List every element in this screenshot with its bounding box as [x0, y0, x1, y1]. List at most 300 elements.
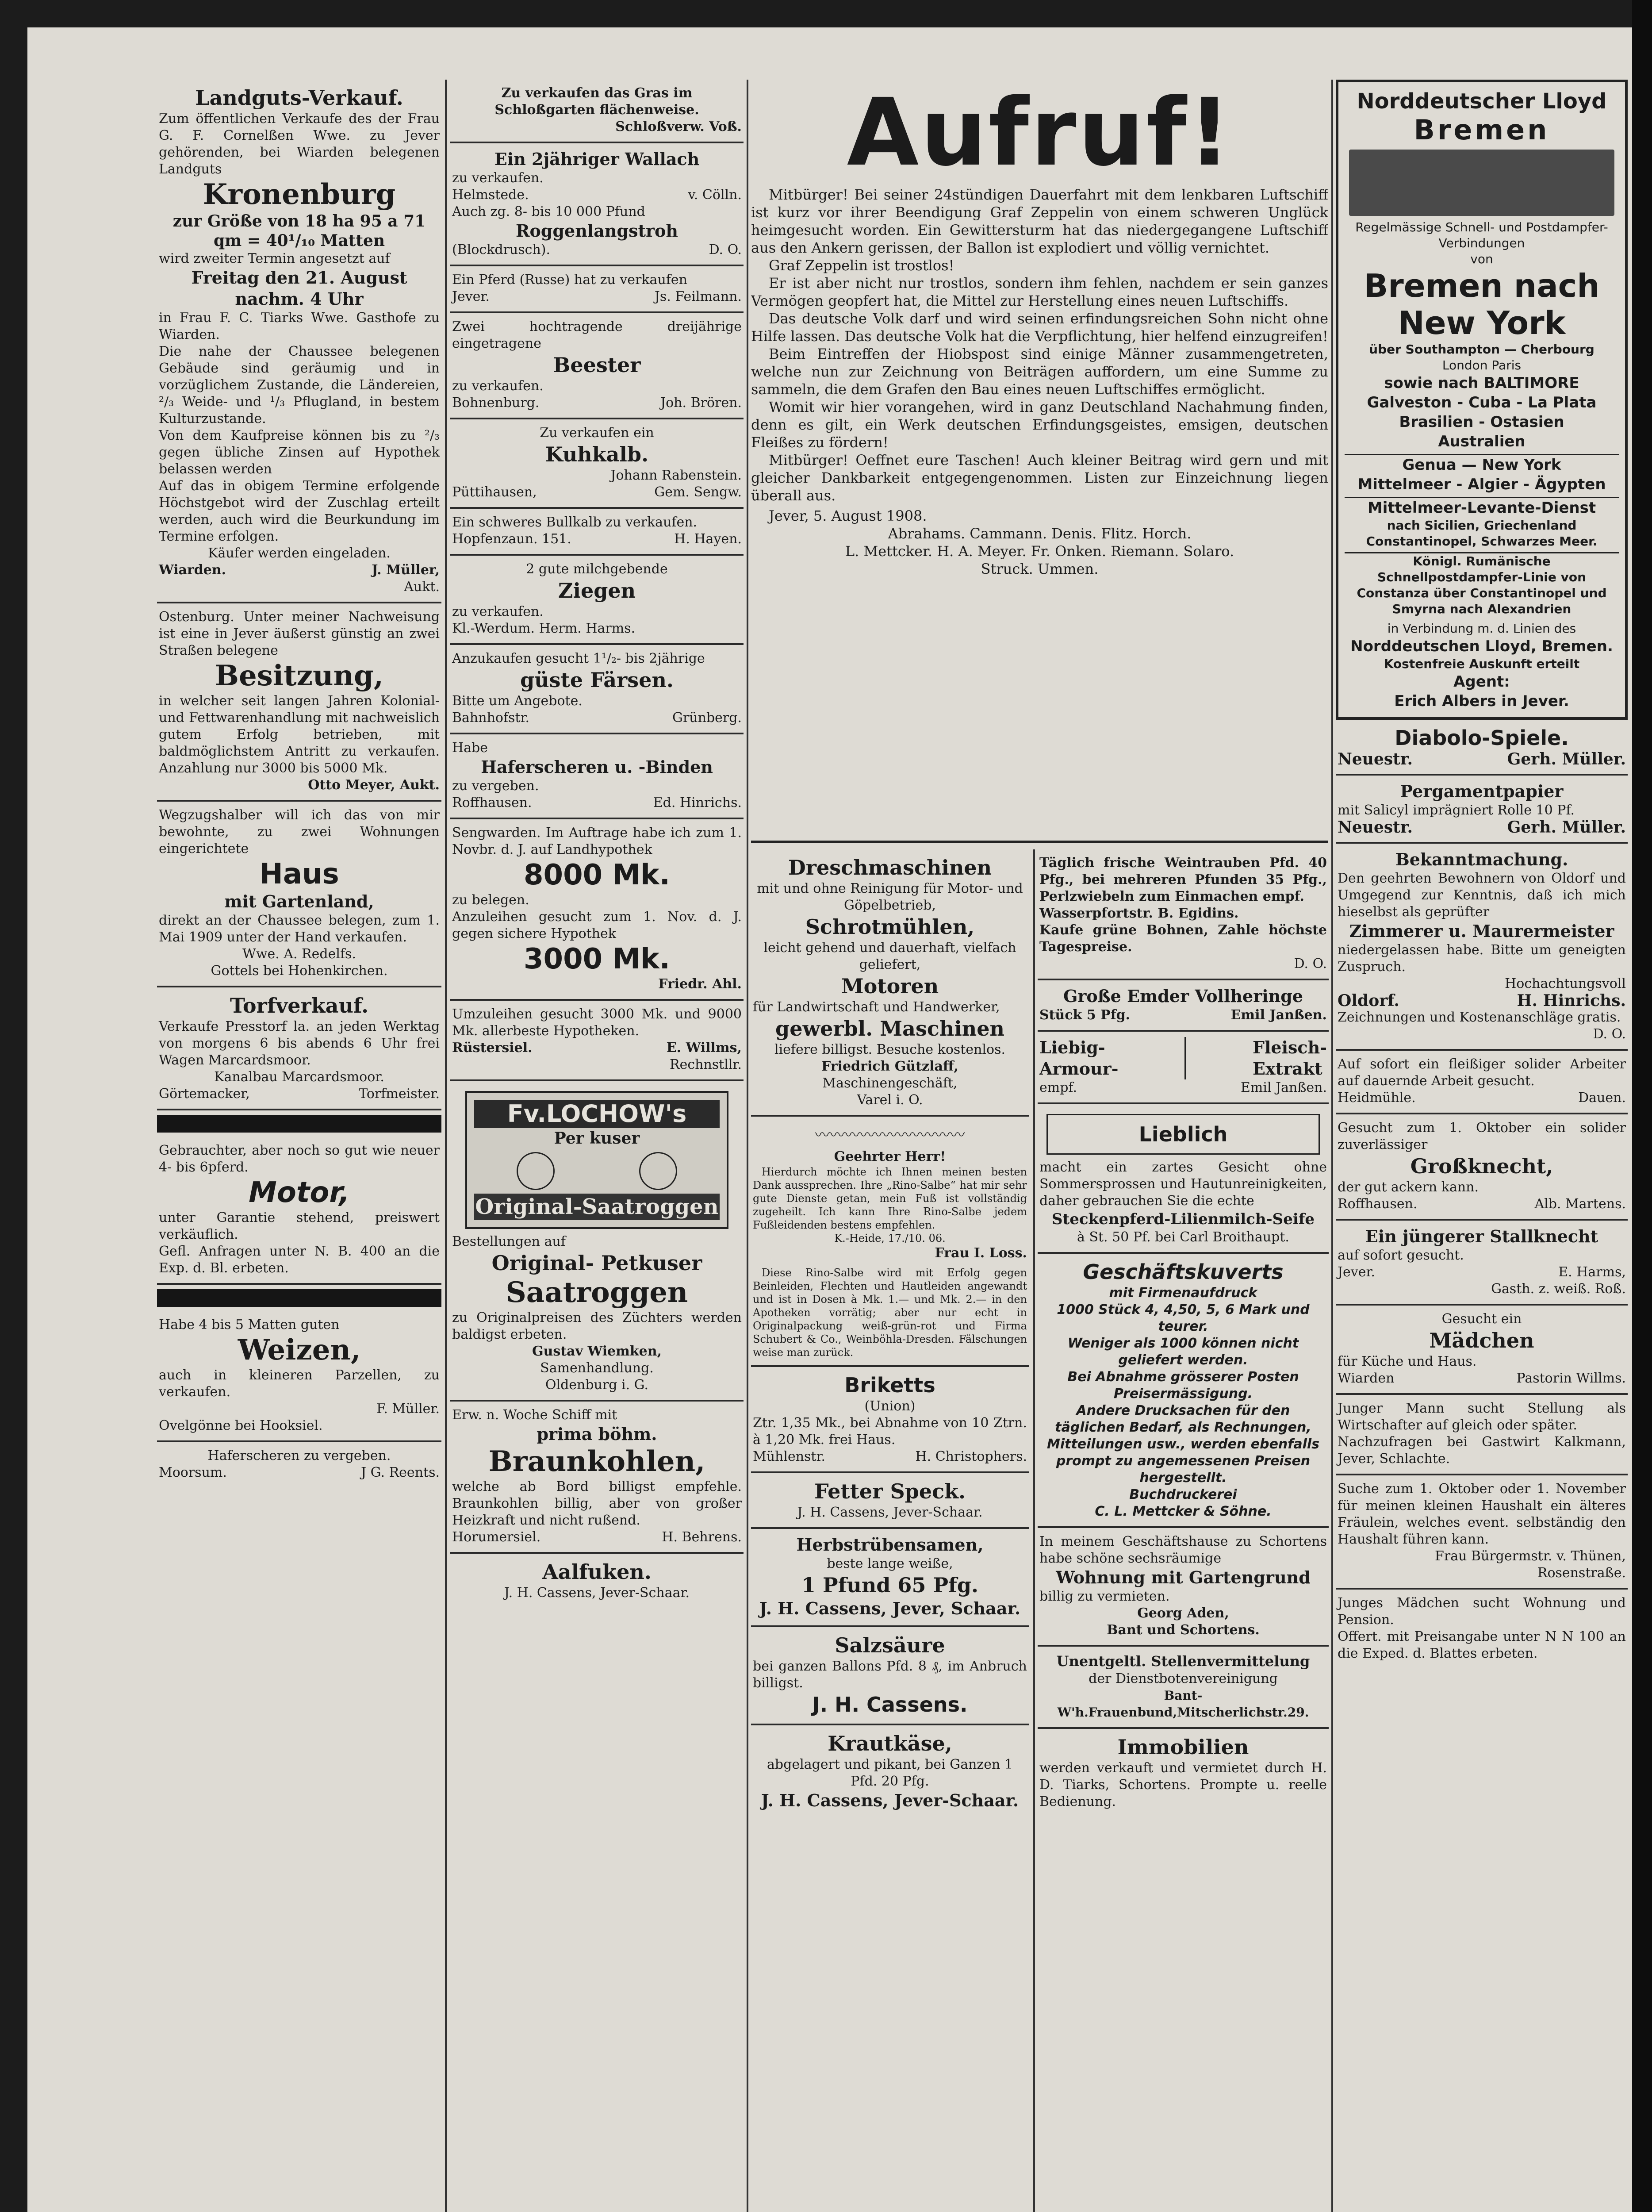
ad-heading: Torfverkauf. — [230, 994, 369, 1018]
ad-signature: Wwe. A. Redelfs. — [242, 946, 356, 962]
row-left: Jever. — [1338, 1264, 1376, 1280]
extrakt-right — [1253, 1037, 1327, 1079]
aufruf-paragraph: Mitbürger! Bei seiner 24stündigen Dauerfahrt mit dem lenkbaren Luftschiff ist kurz vor ihrer Beendigung Graf Zeppelin von einem schweren Unglück heimgesucht worden. Ein Gewittersturm hat das niedergegangene Luftschiff aus den Ankern gerissen, der Ballon ist explodiert und völlig vernichtet. — [751, 186, 1328, 256]
ad-text: für Landwirtschaft und Handwerker, — [753, 999, 1000, 1015]
ad-pergamentpapier — [1336, 776, 1628, 844]
column-4 — [1336, 80, 1628, 2212]
ad-heading: Aalfuken. — [542, 1560, 652, 1584]
ad-row — [452, 242, 742, 258]
ad-signature: F. Müller. — [376, 1401, 440, 1417]
ad-wallach — [450, 143, 744, 266]
ad-text: Auf sofort ein fleißiger solider Arbeiter auf dauernde Arbeit gesucht. — [1338, 1056, 1626, 1089]
ad-salzsaeure — [751, 1627, 1029, 1725]
row-left: Roffhausen. — [1338, 1196, 1418, 1212]
row-right: Dauen. — [1578, 1090, 1626, 1106]
ad-heading: prima böhm. — [537, 1424, 657, 1444]
row-left: Wiarden — [1338, 1371, 1395, 1386]
ad-haferscheren — [157, 1442, 441, 1487]
ad-immobilien — [1038, 1729, 1329, 1816]
ad-signature: Bant und Schortens. — [1107, 1622, 1260, 1638]
ad-text: billig zu vermieten. — [1039, 1589, 1170, 1604]
ad-heading: Haus — [259, 858, 339, 891]
ad-text: Andere Drucksachen für den täglichen Bedarf, als Rechnungen, Mitteilungen usw., werden ebenfalls prompt zu angemessenen Preisen hergestellt. — [1046, 1403, 1320, 1486]
ad-text: Habe 4 bis 5 Matten guten — [159, 1317, 340, 1333]
row-right: H. Hayen. — [674, 531, 742, 547]
section-rule — [751, 841, 1328, 843]
ad-text: liefere billigst. Besuche kostenlos. — [774, 1042, 1006, 1057]
column-rule — [1331, 80, 1333, 2212]
ndl-text: Königl. Rumänische Schnellpostdampfer-Linie von Constanza über Constantinopel und Smyrna nach Alexandrien — [1345, 552, 1619, 617]
aufruf-paragraph: Beim Eintreffen der Hiobspost sind einige Männer zusammengetreten, welche nun zur Zeichnung von Beiträgen auffordern, um eine Summe zu sammeln, die dem Grafen den Bau eines neuen Luftschiffes ermöglicht. — [751, 346, 1328, 398]
ad-row — [1338, 751, 1626, 768]
ndl-route: Norddeutschen Lloyd, Bremen. — [1350, 637, 1613, 655]
ad-signature: Rosenstraße. — [1537, 1565, 1626, 1581]
ad-umzuleihen — [450, 1001, 744, 1081]
ad-text: Ztr. 1,35 Mk., bei Abnahme von 10 Ztrn. à 1,20 Mk. frei Haus. — [753, 1415, 1027, 1448]
row-right: Alb. Martens. — [1534, 1196, 1626, 1212]
ad-heading: Dreschmaschinen — [788, 856, 992, 879]
ad-heading: Mädchen — [1429, 1329, 1534, 1352]
ad-row — [452, 288, 742, 305]
ad-bekanntmachung — [1336, 844, 1628, 1051]
ad-text: In meinem Geschäftshause zu Schortens habe schöne sechsräumige — [1039, 1534, 1327, 1566]
ad-text: Junger Mann sucht Stellung als Wirtschafter auf gleich oder später. — [1338, 1401, 1626, 1433]
row-left: Heidmühle. — [1338, 1090, 1416, 1106]
row-left: Neuestr. — [1338, 818, 1413, 837]
row-left: Stück 5 Pfg. — [1039, 1007, 1131, 1023]
ad-text: Gesucht zum 1. Oktober ein solider zuverlässiger — [1338, 1120, 1626, 1152]
ad-text: Weniger als 1000 können nicht geliefert werden. — [1067, 1336, 1299, 1368]
ad-heading: Großknecht, — [1410, 1154, 1553, 1178]
ad-pension — [1336, 1590, 1628, 1668]
ad-haferscheren-binden — [450, 734, 744, 819]
row-left: Horumersiel. — [452, 1529, 541, 1545]
ad-text: für Küche und Haus. — [1338, 1354, 1477, 1369]
ad-briketts — [751, 1367, 1029, 1473]
column-rule — [1033, 849, 1035, 2212]
ad-gras — [450, 80, 744, 143]
ad-text: J. H. Cassens, Jever-Schaar. — [504, 1585, 690, 1601]
row-right: E. Willms, — [666, 1040, 742, 1056]
ad-signature: Otto Meyer, Aukt. — [308, 777, 440, 793]
ad-text: Zu verkaufen ein — [540, 425, 654, 441]
ad-signature: Varel i. O. — [857, 1092, 923, 1108]
ad-kuhkalb — [450, 419, 744, 509]
ad-text: Hierdurch möchte ich Ihnen meinen besten Dank aussprechen. Ihre „Rino-Salbe“ hat mir sehr gute Dienste getan, mein Fuß ist vollständig zugeheilt. Ich kann Ihre Rino-Salbe jedem Fußleidenden bestens empfehlen. — [753, 1166, 1027, 1231]
ad-signature: D. O. — [1593, 1026, 1626, 1042]
ad-row — [452, 484, 742, 501]
column-2 — [450, 80, 744, 2212]
ad-heading: Motoren — [841, 974, 939, 998]
ad-text: welche ab Bord billigst empfehle. Braunkohlen billig, aber von großer Heizkraft und nicht rußend. — [452, 1479, 742, 1528]
ad-signature: Maschinengeschäft, — [822, 1075, 958, 1091]
ad-heading: Ziegen — [558, 579, 636, 603]
ad-text: direkt an der Chaussee belegen, zum 1. Mai 1909 unter der Hand verkaufen. — [159, 913, 440, 945]
ad-pferd — [450, 266, 744, 313]
ad-text: K.-Heide, 17./10. 06. — [834, 1232, 946, 1244]
ndl-text: London Paris — [1442, 358, 1522, 373]
ad-text: Haferscheren zu vergeben. — [207, 1448, 391, 1463]
ad-haus — [157, 802, 441, 987]
ad-text: Gefl. Anfragen unter N. B. 400 an die Exp. d. Bl. erbeten. — [159, 1244, 440, 1276]
aufruf-heading: Aufruf! — [847, 80, 1233, 187]
ad-text: Diese Rino-Salbe wird mit Erfolg gegen Beinleiden, Flechten und Hautleiden angewandt und ist in Dosen à Mk. 1.— und Mk. 2.— in den Apotheken vorrätig; aber nur echt in Originalpackung weiß-grün-rot und Firma Schubert & Co., Weinböhla-Dresden. Fälschungen weise man zurück. — [753, 1267, 1027, 1359]
ad-text: Käufer werden eingeladen. — [208, 545, 391, 561]
row-right: Gerh. Müller. — [1507, 818, 1626, 837]
logo-seals — [474, 1152, 720, 1190]
ad-heading: 1 Pfund 65 Pfg. — [801, 1573, 979, 1597]
ndl-text: Regelmässige Schnell- und Postdampfer-Verbindungen — [1355, 220, 1608, 250]
ad-heading: Landguts-Verkauf. — [195, 86, 403, 110]
ad-weizen — [157, 1311, 441, 1442]
row-right: Grünberg. — [672, 710, 742, 726]
ndl-agent: Erich Albers in Jever. — [1394, 692, 1569, 710]
ad-text: in welcher seit langen Jahren Kolonial- und Fettwarenhandlung mit nachweislich gutem Erfolg betrieben, mit baldmöglichstem Antritt zu verkaufen. Anzahlung nur 3000 bis 5000 Mk. — [159, 693, 440, 776]
ad-signature: Rechnstllr. — [669, 1057, 742, 1072]
ad-text: unter Garantie stehend, preiswert verkäuflich. — [159, 1210, 440, 1242]
ad-saatroggen — [450, 1081, 744, 1402]
ad-row — [1338, 1090, 1626, 1106]
ad-besitzung — [157, 603, 441, 802]
ad-text: Kanalbau Marcardsmoor. — [214, 1069, 384, 1085]
book-spine — [1632, 0, 1652, 2212]
ad-heading: Bekanntmachung. — [1395, 849, 1568, 869]
ad-text: abgelagert und pikant, bei Ganzen 1 Pfd. 20 Pfg. — [767, 1757, 1013, 1789]
row-right: Gem. Sengw. — [654, 484, 742, 500]
aufruf-section — [751, 80, 1328, 832]
ndl-route: Australien — [1438, 433, 1526, 450]
ad-time: nachm. 4 Uhr — [235, 289, 364, 309]
extrakt-heading — [1039, 1037, 1327, 1079]
ndl-text: nach Sicilien, Griechenland Constantinopel, Schwarzes Meer. — [1366, 518, 1598, 549]
ad-text: zu vergeben. — [452, 778, 539, 794]
ad-ziegen — [450, 556, 744, 645]
ad-landgut-verkauf — [157, 80, 441, 603]
ad-heading: Ein jüngerer Stallknecht — [1365, 1226, 1598, 1246]
ad-text: auf sofort gesucht. — [1338, 1248, 1464, 1263]
ad-aalfuken — [450, 1554, 744, 1608]
ad-row — [452, 795, 742, 811]
ad-herbstruebensamen — [751, 1529, 1029, 1627]
aufruf-signatories: Abrahams. Cammann. Denis. Flitz. Horch. — [888, 525, 1192, 542]
ad-text: leicht gehend und dauerhaft, vielfach geliefert, — [763, 940, 1016, 972]
ad-heading: Herbstrübensamen, — [796, 1535, 984, 1555]
ndl-text: in Verbindung m. d. Linien des — [1387, 621, 1576, 636]
logo-title: Fv.LOCHOW's — [474, 1100, 720, 1128]
ad-row — [1338, 992, 1626, 1009]
ad-heading: Haferscheren u. -Binden — [481, 757, 713, 777]
ad-text: Gebrauchter, aber noch so gut wie neuer 4- bis 6pferd. — [159, 1143, 440, 1175]
row-right: Ed. Hinrichs. — [653, 795, 742, 810]
row-left: Rüstersiel. — [452, 1040, 533, 1056]
ad-row — [452, 1040, 742, 1056]
lochow-logo — [465, 1091, 728, 1229]
ad-arbeiter — [1336, 1051, 1628, 1114]
ad-text: Bitte um Angebote. — [452, 693, 583, 709]
ad-heading: Weizen, — [238, 1333, 361, 1367]
ad-row — [1338, 1264, 1626, 1281]
ad-junger-mann — [1336, 1395, 1628, 1475]
row-right: Emil Janßen. — [1230, 1007, 1327, 1023]
ad-dreschmaschinen — [751, 849, 1029, 1117]
ad-date: Freitag den 21. August — [191, 268, 407, 288]
column-1 — [157, 80, 441, 2212]
ad-text: zu verkaufen. — [452, 378, 544, 394]
ad-text: Zum öffentlichen Verkaufe des der Frau G. F. Cornelßen Wwe. zu Jever gehörenden, bei Wiarden belegenen Landguts — [159, 111, 440, 177]
ad-heading: Saatroggen — [506, 1276, 688, 1309]
ad-heading: Briketts — [844, 1373, 935, 1397]
row-right: Emil Janßen. — [1241, 1080, 1327, 1095]
row-left: empf. — [1039, 1080, 1077, 1095]
ad-text: Bestellungen auf — [452, 1234, 566, 1249]
ad-heading: Kronenburg — [203, 178, 396, 211]
ad-text: Offert. mit Preisangabe unter N N 100 an die Exped. d. Blattes erbeten. — [1338, 1629, 1626, 1661]
ad-heading: Roggenlangstroh — [515, 221, 678, 241]
ad-text: der Dienstbotenvereinigung — [1089, 1671, 1278, 1686]
row-left: (Blockdrusch). — [452, 242, 551, 257]
ad-stallknecht — [1336, 1221, 1628, 1306]
ad-signature: Gasth. z. weiß. Roß. — [1491, 1281, 1626, 1297]
ad-text: Bei Abnahme grösserer Posten Preisermässigung. — [1067, 1369, 1299, 1402]
ad-text: (Union) — [864, 1398, 916, 1414]
column-3a — [751, 849, 1029, 2212]
ad-beester — [450, 313, 744, 419]
ad-text: 2 gute milchgebende — [526, 561, 668, 577]
ad-lieblich — [1038, 1104, 1329, 1254]
ad-signature: Samenhandlung. — [540, 1360, 654, 1376]
ndl-route: Bremen nach New York — [1364, 267, 1600, 342]
ad-text: Von dem Kaufpreise können bis zu ²/₃ gegen übliche Zinsen auf Hypothek belassen werden — [159, 428, 440, 477]
ad-vollheringe — [1038, 980, 1329, 1032]
ad-signature: D. O. — [1294, 956, 1327, 972]
sig-left: Wiarden. — [159, 562, 226, 578]
ad-text: Zwei hochtragende dreijährige eingetragene — [452, 319, 742, 351]
ad-heading: Motor, — [249, 1176, 350, 1209]
ad-text: Auf das in obigem Termine erfolgende Höchstgebot wird der Zuschlag erteilt werden, auch wird die Beurkundung im Termine erfolgen. — [159, 478, 440, 544]
ad-row — [1338, 1370, 1626, 1387]
ad-signature — [159, 562, 440, 579]
ad-signature: Frau Bürgermstr. v. Thünen, — [1435, 1548, 1626, 1564]
ad-text: mit Firmenaufdruck — [1109, 1285, 1257, 1301]
row-left: Mühlenstr. — [753, 1449, 826, 1464]
ad-grossknecht — [1336, 1114, 1628, 1221]
ad-text: Ein schweres Bullkalb zu verkaufen. — [452, 515, 698, 530]
ad-heading: Diabolo-Spiele. — [1395, 726, 1569, 750]
ad-row — [753, 1448, 1027, 1465]
ad-row — [1039, 1079, 1327, 1096]
ad-signature: C. L. Mettcker & Söhne. — [1095, 1504, 1272, 1519]
row-left: Bohnenburg. — [452, 395, 540, 411]
ad-speck — [751, 1473, 1029, 1529]
ad-heading: Zimmerer u. Maurermeister — [1349, 921, 1614, 941]
ad-text: Nachzufragen bei Gastwirt Kalkmann, Jever, Schlachte. — [1338, 1434, 1626, 1467]
row-left: Jever. — [452, 289, 490, 304]
heading-part: Armour- — [1039, 1059, 1119, 1079]
column-3b — [1038, 849, 1329, 2212]
ad-amount: 8000 Mk. — [524, 859, 670, 891]
ad-heading: Beester — [553, 353, 641, 377]
row-right: Gerh. Müller. — [1507, 750, 1626, 768]
ndl-route: Brasilien - Ostasien — [1399, 413, 1564, 431]
row-left: Bahnhofstr. — [452, 710, 530, 726]
ad-text: Erw. n. Woche Schiff mit — [452, 1407, 617, 1423]
aufruf-paragraph: Mitbürger! Oeffnet eure Taschen! Auch kleiner Beitrag wird gern und mit gleicher Dankbarkeit entgegengenommen. Listen zur Einzeichnung liegen überall aus. — [751, 452, 1328, 504]
ad-text: Ovelgönne bei Hooksiel. — [159, 1418, 323, 1433]
ad-heading: Krautkäse, — [828, 1732, 952, 1755]
ad-signature: Schloßverw. Voß. — [615, 119, 742, 134]
aufruf-paragraph: Das deutsche Volk darf und wird seinen erfindungsreichen Sohn nicht ohne Hilfe lassen. Das deutsche Volk hat die Verpflichtung, hier helfend einzugreifen! — [751, 310, 1328, 345]
ad-motor — [157, 1137, 441, 1285]
ad-signature — [159, 1086, 440, 1102]
row-right: Js. Feilmann. — [654, 289, 742, 304]
ad-heading: Pergamentpapier — [1400, 781, 1564, 801]
ad-heading: Besitzung, — [215, 659, 384, 692]
ndl-city: Bremen — [1414, 114, 1550, 146]
ad-text: Anzukaufen gesucht 1¹/₂- bis 2jährige — [452, 651, 705, 666]
ad-signature: Buchdruckerei — [1129, 1487, 1237, 1502]
ad-text: der gut ackern kann. — [1338, 1179, 1479, 1195]
wave-divider: 〰〰〰〰〰〰〰〰〰〰 — [815, 1126, 965, 1144]
ad-braunkohlen — [450, 1402, 744, 1554]
ad-signature: Oldenburg i. G. — [545, 1377, 649, 1393]
ndl-text: Kostenfreie Auskunft erteilt — [1384, 657, 1580, 671]
ad-bullkalb — [450, 509, 744, 556]
ad-fraeulein — [1336, 1475, 1628, 1590]
ad-text: mit und ohne Reinigung für Motor- und Göpelbetrieb, — [757, 881, 1023, 913]
ad-heading: Salzsäure — [835, 1633, 945, 1657]
ad-amount: 3000 Mk. — [524, 943, 670, 975]
ad-heading: Fetter Speck. — [814, 1479, 966, 1503]
ndl-agent: Agent: — [1453, 673, 1510, 691]
ad-heading: Wohnung mit Gartengrund — [1056, 1567, 1311, 1587]
ad-text: Habe — [452, 740, 488, 756]
ad-text: auch in kleineren Parzellen, zu verkaufen. — [159, 1367, 440, 1400]
ad-text: Die nahe der Chaussee belegenen Gebäude sind geräumig und in vorzüglichem Zustande, die Ländereien, ²/₃ Weide- und ¹/₃ Pflugland, in bestem Kulturzustande. — [159, 344, 440, 426]
ad-text: Ein Pferd (Russe) hat zu verkaufen — [452, 272, 687, 288]
ad-subheading: mit Gartenland, — [224, 891, 374, 911]
ad-text: Umzuleihen gesucht 3000 Mk. und 9000 Mk. allerbeste Hypotheken. — [452, 1006, 742, 1039]
ndl-route: Galveston - Cuba - La Plata — [1367, 394, 1597, 411]
sig-right: J. Müller, — [372, 562, 440, 578]
seal-icon — [517, 1152, 555, 1190]
ad-text: werden verkauft und vermietet durch H. D. Tiarks, Schortens. Prompte u. reelle Bedienung. — [1039, 1760, 1327, 1809]
ndl-text: von — [1470, 252, 1493, 266]
ad-heading: Steckenpferd-Lilienmilch-Seife — [1051, 1210, 1315, 1228]
ad-text: Wegzugshalber will ich das von mir bewohnte, zu zwei Wohnungen eingerichtete — [159, 807, 440, 856]
row-left: Neuestr. — [1338, 750, 1413, 768]
ad-text: Ostenburg. Unter meiner Nachweisung ist eine in Jever äußerst günstig an zwei Straßen belegene — [159, 609, 440, 658]
ad-text: zu verkaufen. — [452, 604, 544, 619]
sig-right: J G. Reents. — [361, 1465, 440, 1480]
ndl-route: sowie nach BALTIMORE — [1384, 374, 1579, 392]
row-left: Püttihausen, — [452, 484, 537, 500]
row-right: H. Behrens. — [662, 1529, 742, 1545]
ad-text: Junges Mädchen sucht Wohnung und Pension. — [1338, 1595, 1626, 1628]
divider — [1184, 1037, 1186, 1079]
ad-text: zu belegen. — [452, 892, 529, 908]
ad-text: Anzuleihen gesucht zum 1. Nov. d. J. gegen sichere Hypothek — [452, 909, 742, 941]
row-left: Helmstede. — [452, 187, 529, 203]
ad-text: beste lange weiße, — [827, 1556, 953, 1571]
heading-part: Extrakt — [1253, 1059, 1322, 1079]
black-rule — [157, 1115, 441, 1133]
ndl-title: Norddeutscher Lloyd — [1357, 89, 1607, 114]
ad-text: Verkaufe Presstorf la. an jeden Werktag von morgens 6 bis abends 6 Uhr frei Wagen Marcardsmoor. — [159, 1019, 440, 1068]
ad-text: Sengwarden. Im Auftrage habe ich zum 1. Novbr. d. J. auf Landhypothek — [452, 825, 742, 857]
seal-icon — [639, 1152, 677, 1190]
row-left: Hopfenzaun. 151. — [452, 531, 571, 547]
aufruf-paragraph: Er ist aber nicht nur trostlos, sondern ihm fehlen, nachdem er sein ganzes Vermögen geopfert hat, die Mittel zur Herstellung eines neuen Luftschiffs. — [751, 275, 1328, 309]
sig-right: Torfmeister. — [359, 1086, 440, 1102]
ad-weintrauben — [1038, 849, 1329, 980]
ad-heading: Immobilien — [1117, 1735, 1249, 1759]
ad-text: 1000 Stück 4, 4,50, 5, 6 Mark und teurer. — [1057, 1302, 1310, 1334]
aufruf-dateline: Jever, 5. August 1908. — [769, 507, 927, 524]
ad-rino-salbe — [751, 1117, 1029, 1367]
logo-banner: Original-Saatroggen — [474, 1194, 720, 1220]
ad-signature: Gustav Wiemken, — [532, 1344, 662, 1359]
row-right: Joh. Brören. — [660, 395, 742, 411]
ad-heading: Ein 2jähriger Wallach — [494, 149, 700, 169]
ad-text: Aukt. — [404, 579, 440, 595]
ndl-text: über Southampton — Cherbourg — [1369, 342, 1595, 357]
ad-geschaeftskuverts — [1038, 1254, 1329, 1528]
ad-text: Bant-W'h.Frauenbund,Mitscherlichstr.29. — [1057, 1688, 1309, 1720]
aufruf-paragraph: Womit wir hier vorangehen, wird in ganz Deutschland Nachahmung finden, denn es gilt, ein Werk deutschen Erfindungsgeistes, emsigen, deutschen Fleißes zu fördern! — [751, 399, 1328, 451]
aufruf-signatories: L. Mettcker. H. A. Meyer. Fr. Onken. Riemann. Solaro. — [845, 543, 1234, 560]
ad-heading: Geschäftskuverts — [1083, 1260, 1284, 1284]
ndl-route: Mittelmeer-Levante-Dienst — [1345, 497, 1619, 518]
ad-row — [1338, 1196, 1626, 1213]
ad-heading: Kuhkalb. — [545, 442, 649, 466]
ndl-route: Genua — New York — [1345, 454, 1619, 475]
ad-text: in Frau F. C. Tiarks Wwe. Gasthofe zu Wiarden. — [159, 310, 440, 342]
heading-part: Liebig- — [1039, 1037, 1105, 1057]
ad-text: zu verkaufen. — [452, 170, 544, 186]
ad-text: wird zweiter Termin angesetzt auf — [159, 251, 390, 266]
ad-heading: Große Emder Vollheringe — [1063, 986, 1303, 1006]
heading-part: Fleisch- — [1253, 1037, 1327, 1057]
ad-heading: Unentgeltl. Stellenvermittelung — [1056, 1653, 1310, 1670]
ndl-route: Mittelmeer - Algier - Ägypten — [1357, 476, 1606, 493]
ad-fleisch-extrakt — [1038, 1032, 1329, 1104]
lieblich-box — [1046, 1114, 1320, 1155]
extrakt-left — [1039, 1037, 1118, 1079]
ad-text: macht ein zartes Gesicht ohne Sommersprossen und Hautunreinigkeiten, daher gebrauchen Sie die echte — [1039, 1160, 1327, 1209]
ad-row — [1338, 819, 1626, 836]
logo-subtitle: Per kuser — [554, 1129, 640, 1148]
ad-text: Geehrter Herr! — [834, 1149, 946, 1164]
ad-norddeutscher-lloyd — [1336, 80, 1628, 720]
ad-signature — [159, 1464, 440, 1481]
ad-heading: güste Färsen. — [520, 668, 674, 692]
row-right: v. Cölln. — [688, 187, 742, 203]
ad-text: Suche zum 1. Oktober oder 1. November für meinen kleinen Haushalt ein älteres Fräulein, welches event. selbständig den Haushalt führen kann. — [1338, 1481, 1626, 1547]
column-rule — [747, 80, 748, 2212]
sig-left: Görtemacker, — [159, 1086, 250, 1102]
ad-faersen — [450, 645, 744, 734]
ad-heading: J. H. Cassens, Jever-Schaar. — [761, 1790, 1019, 1810]
row-left: Roffhausen. — [452, 795, 532, 810]
ad-text: zur Größe von 18 ha 95 a 71 qm = 40¹/₁₀ Matten — [172, 212, 426, 250]
ad-text: J. H. Cassens, Jever-Schaar. — [797, 1505, 983, 1520]
ad-heading: Original- Petkuser — [491, 1251, 702, 1275]
ad-wohnung — [1038, 1528, 1329, 1647]
ad-text: à St. 50 Pf. bei Carl Broithaupt. — [1077, 1229, 1289, 1245]
row-right: H. Christophers. — [915, 1449, 1027, 1464]
ad-row — [452, 531, 742, 548]
aufruf-paragraph: Graf Zeppelin ist trostlos! — [769, 257, 954, 274]
